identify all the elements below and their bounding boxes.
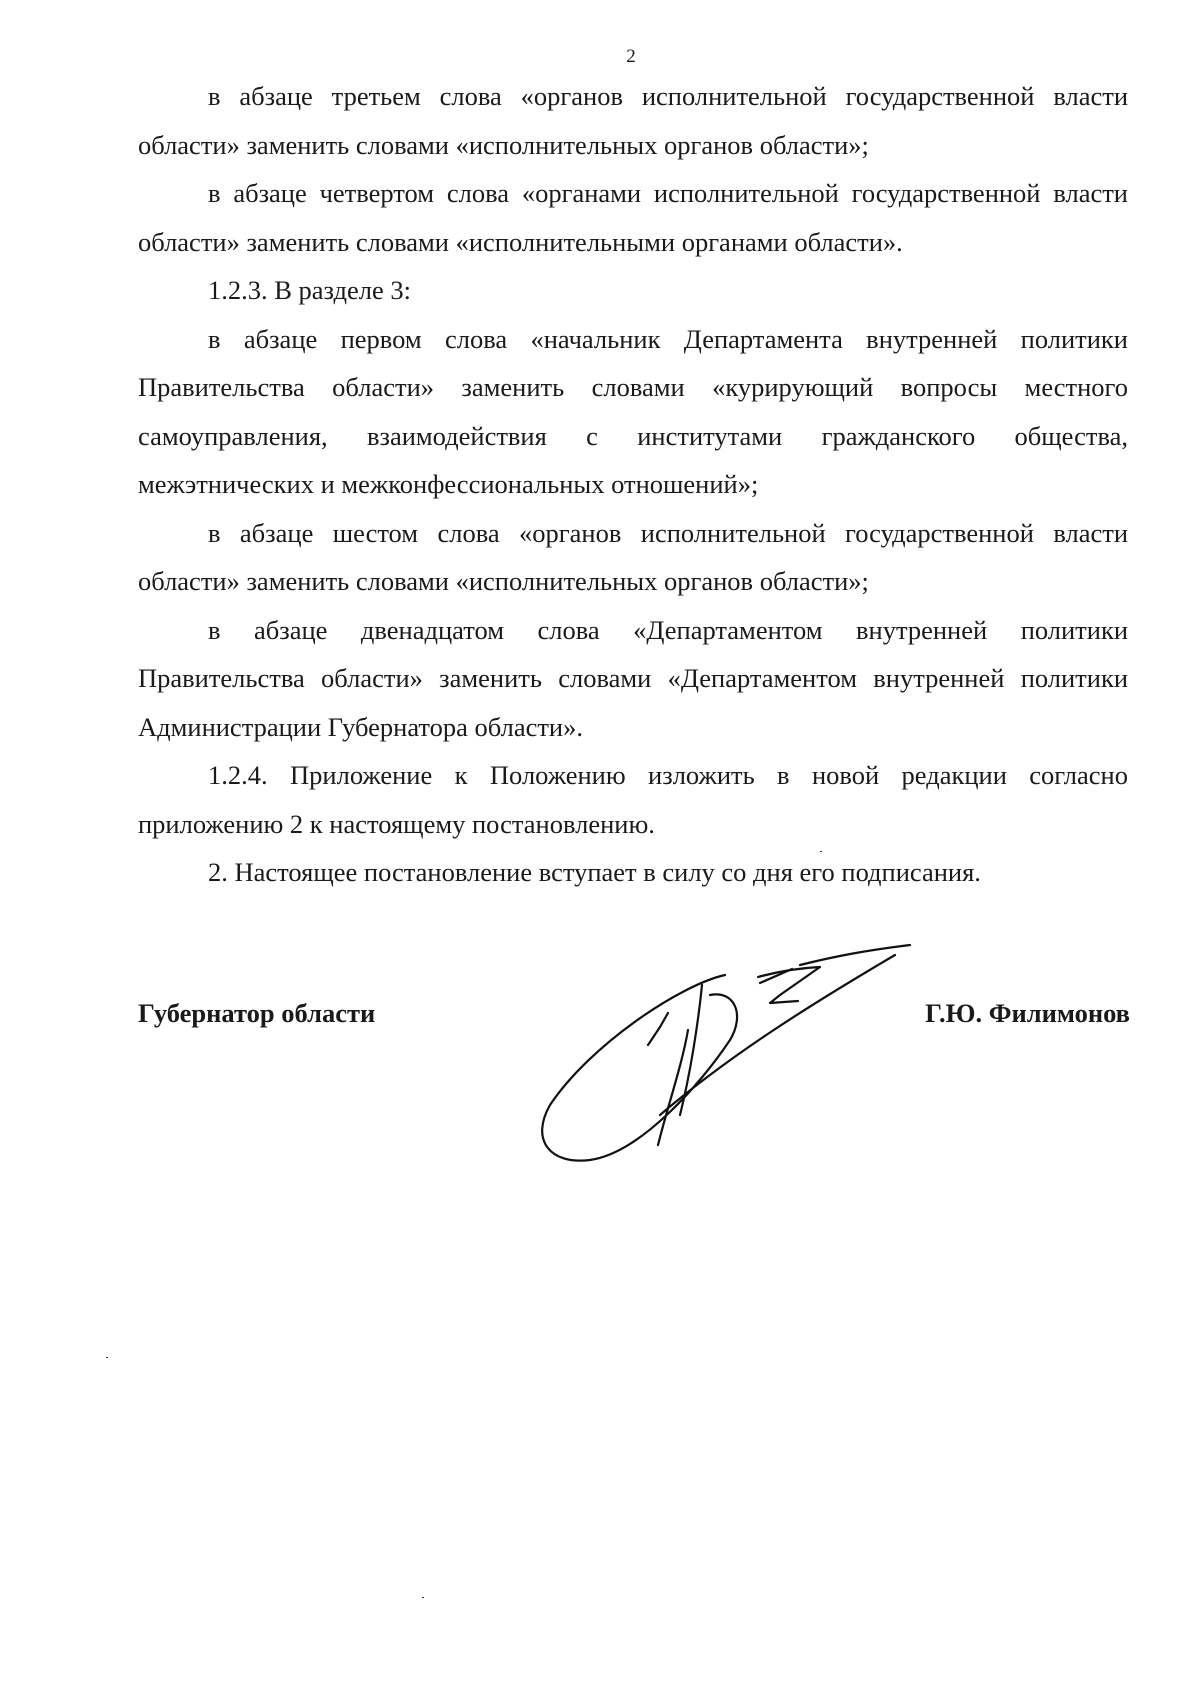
scan-speck	[422, 1597, 424, 1598]
page-number: 2	[626, 46, 636, 67]
scan-speck	[820, 851, 822, 852]
paragraph: в абзаце шестом слова «органов исполнительной государственной власти области» заменить словами «исполнительных органов области»;	[138, 517, 1128, 596]
paragraph: 1.2.4. Приложение к Положению изложить в новой редакции согласно приложению 2 к настоящему постановлению.	[138, 760, 1128, 839]
handwritten-signature	[530, 935, 970, 1165]
paragraph: в абзаце третьем слова «органов исполнительной государственной власти области» заменить словами «исполнительных органов области»;	[138, 81, 1128, 160]
paragraph: в абзаце первом слова «начальник Департамента внутренней политики Правительства области» заменить словами «курирующий вопросы местного самоуправления, взаимодействия с институтами гражданского общества, межэтнических и межконфессиональных отношений»;	[138, 323, 1128, 499]
paragraph: в абзаце двенадцатом слова «Департаментом внутренней политики Правительства области» заменить словами «Департаментом внутренней политики Администрации Губернатора области».	[138, 614, 1128, 742]
signatory-position: Губернатор области	[138, 998, 376, 1028]
scan-speck	[106, 1357, 108, 1358]
paragraph: 1.2.3. В разделе 3:	[208, 275, 412, 305]
paragraph: в абзаце четвертом слова «органами исполнительной государственной власти области» заменить словами «исполнительными органами области».	[138, 178, 1128, 257]
paragraph: 2. Настоящее постановление вступает в силу со дня его подписания.	[208, 857, 981, 887]
signatory-name: Г.Ю. Филимонов	[925, 998, 1130, 1028]
document-body	[138, 72, 1128, 897]
